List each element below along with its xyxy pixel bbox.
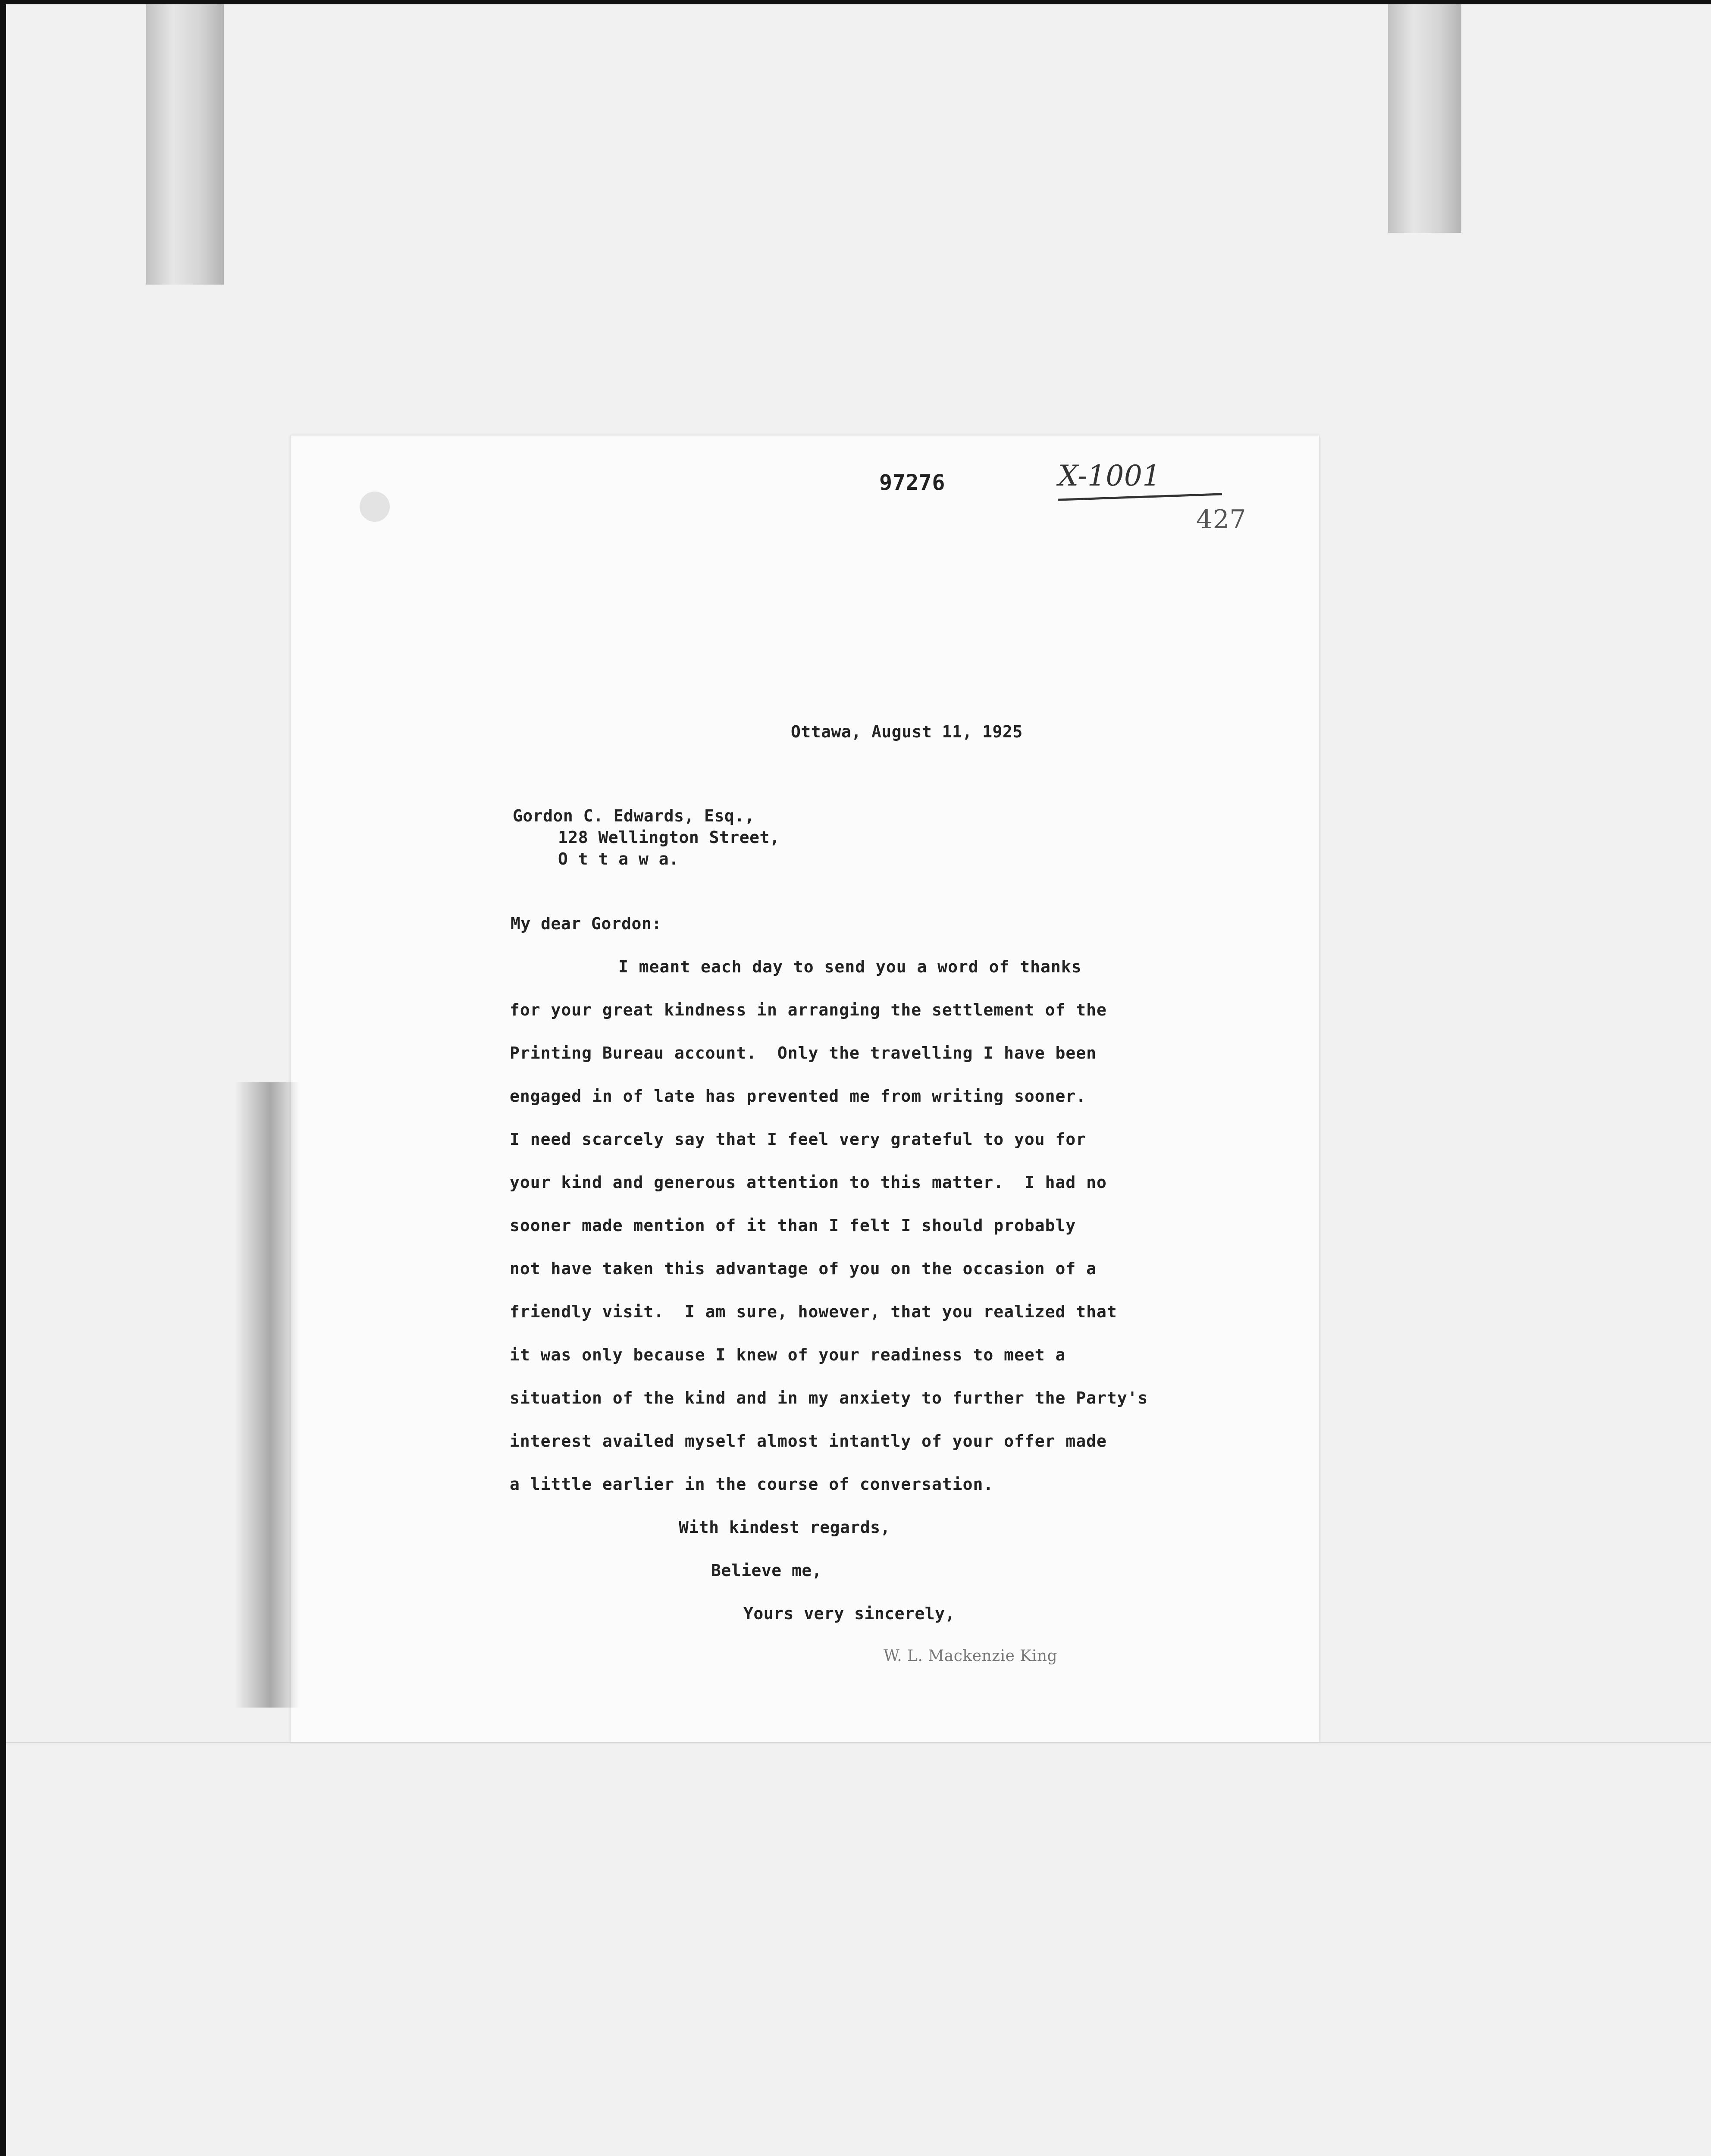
- recipient-city: O t t a w a.: [558, 849, 679, 868]
- closing-believe: Believe me,: [711, 1561, 822, 1580]
- tape-top-left: [146, 4, 224, 285]
- body-line: a little earlier in the course of conversation.: [510, 1475, 994, 1494]
- body-line: interest availed myself almost intantly of your offer made: [510, 1432, 1107, 1451]
- body-line: friendly visit. I am sure, however, that you realized that: [510, 1302, 1117, 1321]
- body-line: Printing Bureau account. Only the travelling I have been: [510, 1044, 1097, 1062]
- body-line: engaged in of late has prevented me from writing sooner.: [510, 1087, 1087, 1106]
- body-line: sooner made mention of it than I felt I should probably: [510, 1216, 1076, 1235]
- closing-regards: With kindest regards,: [679, 1518, 890, 1537]
- page-fold-shadow: [235, 1082, 299, 1708]
- body-line: it was only because I knew of your readiness to meet a: [510, 1345, 1066, 1364]
- signature: W. L. Mackenzie King: [884, 1647, 1058, 1665]
- scan-line: [6, 1742, 1711, 1743]
- body-line: for your great kindness in arranging the settlement of the: [510, 1000, 1107, 1019]
- letter-page: [291, 436, 1319, 1742]
- recipient-street: 128 Wellington Street,: [558, 828, 780, 847]
- page-corner-mark: [360, 492, 390, 522]
- tape-top-right: [1388, 4, 1461, 233]
- closing-sincerely: Yours very sincerely,: [743, 1604, 955, 1623]
- body-line: not have taken this advantage of you on the occasion of a: [510, 1259, 1097, 1278]
- recipient-name: Gordon C. Edwards, Esq.,: [513, 806, 755, 825]
- salutation: My dear Gordon:: [511, 914, 662, 933]
- document-number: 97276: [879, 470, 946, 495]
- reference-underline: [1058, 493, 1222, 501]
- body-line: situation of the kind and in my anxiety to further the Party's: [510, 1388, 1148, 1407]
- body-line: I meant each day to send you a word of thanks: [618, 957, 1082, 976]
- date-line: Ottawa, August 11, 1925: [791, 722, 1023, 741]
- page-number: 427: [1196, 505, 1247, 535]
- body-line: I need scarcely say that I feel very grateful to you for: [510, 1130, 1087, 1149]
- body-line: your kind and generous attention to this matter. I had no: [510, 1173, 1107, 1192]
- handwritten-reference: X-1001: [1058, 459, 1161, 492]
